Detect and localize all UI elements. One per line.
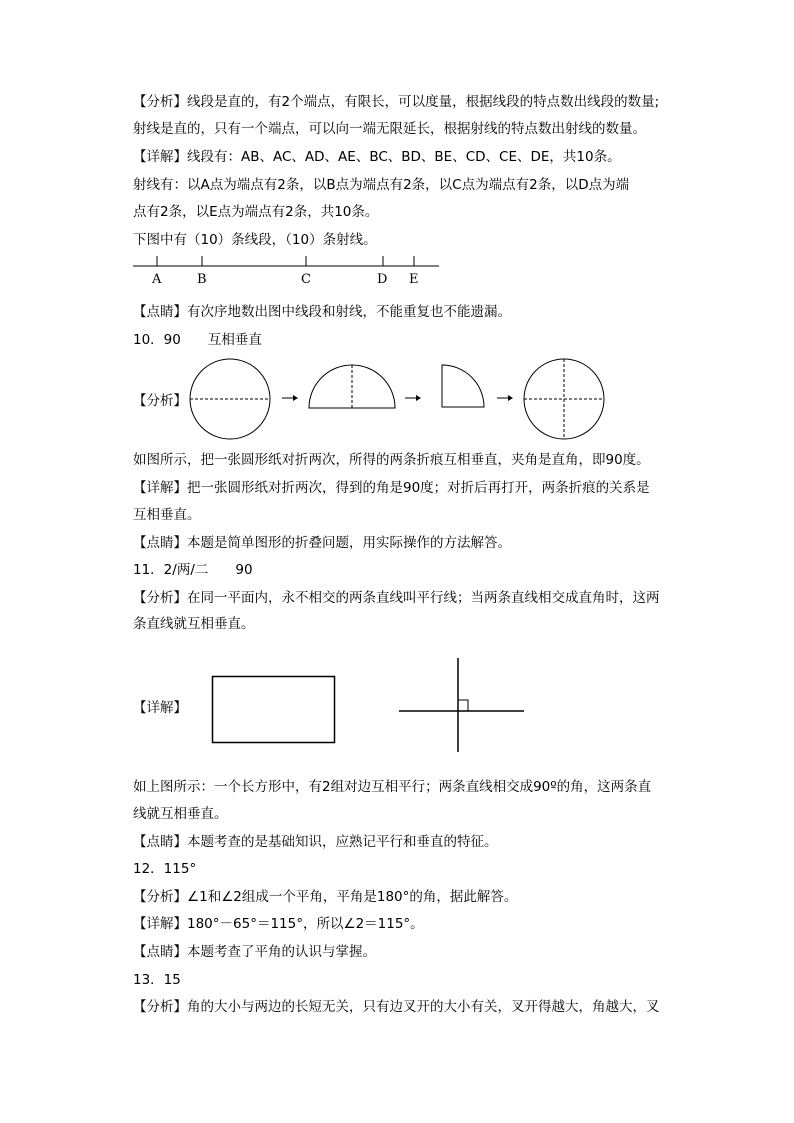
line-3: 【详解】线段有：AB、AC、AD、AE、BC、BD、BE、CD、CE、DE，共10条。: [133, 149, 621, 165]
line-13: 条直线就互相垂直。: [133, 616, 255, 632]
point-label-b: B: [197, 272, 207, 287]
line-14: 如上图所示：一个长方形中，有2组对边互相平行；两条直线相交成90º的角，这两条直: [133, 779, 652, 795]
line-20: 【分析】角的大小与两边的长短无关，只有边叉开的大小有关，叉开得越大，角越大，叉: [133, 999, 660, 1015]
answer-11: 11．2/两/二 90: [133, 562, 253, 578]
point-label-d: D: [377, 272, 388, 287]
line-11: 【点睛】本题是简单图形的折叠问题，用实际操作的方法解答。: [133, 535, 511, 551]
line-12: 【分析】在同一平面内，永不相交的两条直线叫平行线；当两条直线相交成直角时，这两: [133, 590, 660, 606]
line-2: 射线是直的，只有一个端点，可以向一端无限延长，根据射线的特点数出射线的数量。: [133, 121, 646, 137]
line-6: 下图中有（10）条线段，（10）条射线。: [133, 232, 377, 248]
rectangle-figure: [210, 674, 338, 746]
line-18: 【详解】180°－65°＝115°，所以∠2＝115°。: [133, 916, 424, 932]
line-4: 射线有：以A点为端点有2条，以B点为端点有2条，以C点为端点有2条，以D点为端: [133, 177, 630, 193]
circle-folding-figure: [185, 355, 605, 445]
xiangjie-label-11: 【详解】: [133, 700, 187, 716]
line-9: 【详解】把一张圆形纸对折两次，得到的角是90度；对折后再打开，两条折痕的关系是: [133, 480, 650, 496]
point-label-e: E: [409, 272, 419, 287]
fenxi-label-10: 【分析】: [133, 393, 187, 409]
point-label-a: A: [152, 272, 162, 287]
answer-12: 12．115°: [133, 861, 197, 877]
segment-ray-figure: [133, 255, 443, 275]
perpendicular-lines-figure: [398, 657, 526, 753]
line-19: 【点睛】本题考查了平角的认识与掌握。: [133, 944, 376, 960]
answer-10: 10．90 互相垂直: [133, 332, 262, 348]
line-5: 点有2条，以E点为端点有2条，共10条。: [133, 204, 379, 220]
line-7: 【点睛】有次序地数出图中线段和射线，不能重复也不能遗漏。: [133, 304, 511, 320]
answer-13: 13．15: [133, 972, 181, 988]
line-15: 线就互相垂直。: [133, 806, 228, 822]
point-label-c: C: [301, 272, 311, 287]
line-8: 如图所示，把一张圆形纸对折两次，所得的两条折痕互相垂直，夹角是直角，即90度。: [133, 452, 650, 468]
line-17: 【分析】∠1和∠2组成一个平角，平角是180°的角，据此解答。: [133, 889, 518, 905]
line-1: 【分析】线段是直的，有2个端点，有限长，可以度量，根据线段的特点数出线段的数量;: [133, 94, 660, 110]
line-16: 【点睛】本题考查的是基础知识，应熟记平行和垂直的特征。: [133, 834, 498, 850]
line-10: 互相垂直。: [133, 507, 201, 523]
